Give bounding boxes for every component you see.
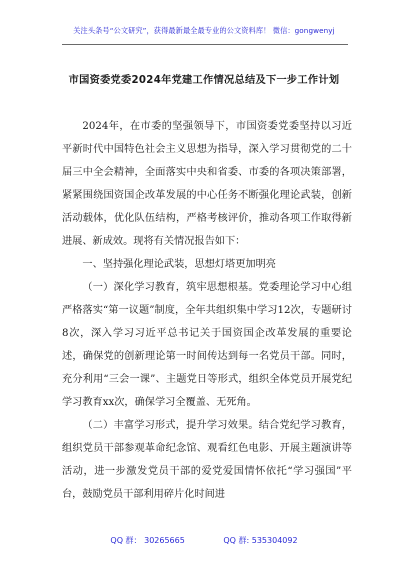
qq-group-2: QQ 群: 535304092: [223, 536, 298, 545]
document-body: [62, 115, 352, 506]
section-heading-1: 一、坚持强化理论武装，思想灯塔更加明亮: [82, 259, 276, 270]
qq-group-1: QQ 群： 30265665: [110, 536, 185, 545]
footer: [0, 535, 408, 546]
paragraph-1-2: （二）丰富学习形式，提升学习效果。结合党纪学习教育，组织党员干部参观革命纪念馆、观看红色电影、开展主题演讲等活动，进一步激发党员干部的爱党爱国情怀依托“学习强国”平台，鼓励党员干部利用碎片化时间进: [62, 420, 352, 500]
header-divider: [62, 44, 348, 45]
header-banner: 关注头条号“公文研究”，获得最新最全最专业的公文资料库！ 微信：gongwenyj: [73, 26, 335, 35]
paragraph-1-1: （一）深化学习教育，筑牢思想根基。党委理论学习中心组严格落实“第一议题”制度，全年共组织集中学习12次，专题研讨8次，深入学习习近平总书记关于国资国企改革发展的重要论述，确保党的创新理论第一时间传达到每一名党员干部。同时，充分利用“三会一课”、主题党日等形式，组织全体党员开展党纪学习教育xx次，确保学习全覆盖、无死角。: [62, 282, 352, 408]
intro-paragraph: 2024年，在市委的坚强领导下，市国资委党委坚持以习近平新时代中国特色社会主义思想为指导，深入学习贯彻党的二十届三中全会精神，全面落实中央和省委、市委的各项决策部署，紧紧围绕国资国企改革发展的中心任务不断强化理论武装，创新活动载体，优化队伍结构，严格考核评价，推动各项工作取得新进展、新成效。现将有关情况报告如下：: [62, 121, 352, 247]
document-title: 市国资委党委2024年党建工作情况总结及下一步工作计划: [68, 75, 340, 86]
